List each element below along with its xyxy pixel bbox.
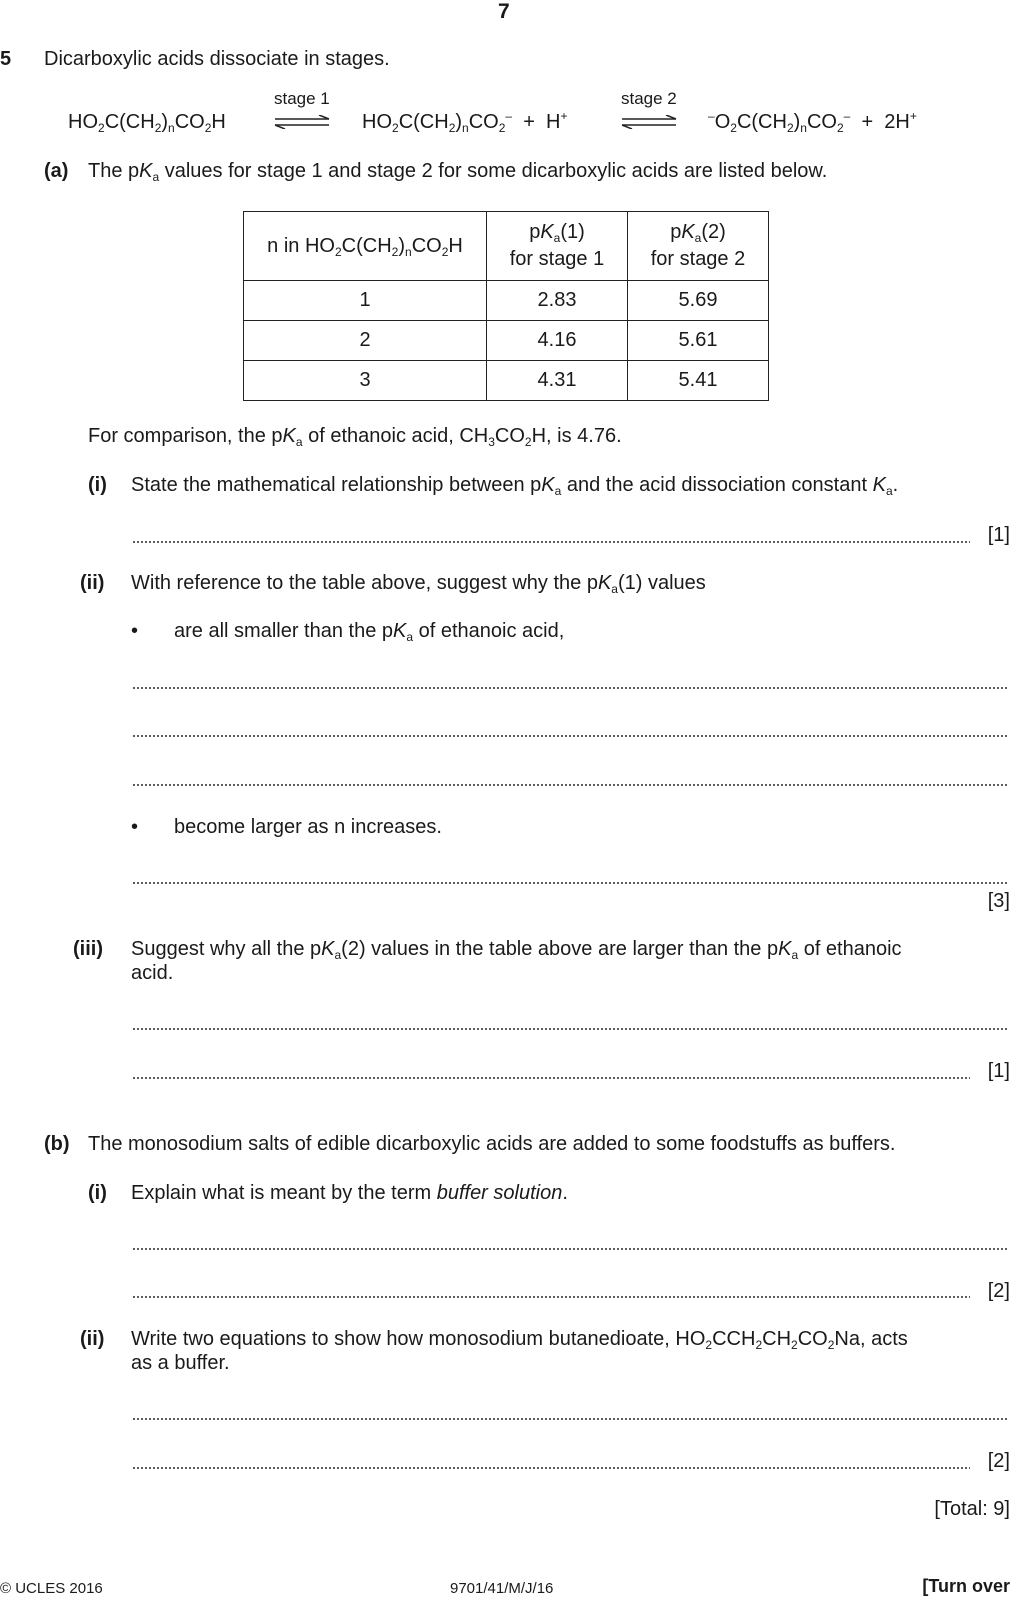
- cell-pka2: 5.61: [628, 321, 769, 361]
- question-number: 5: [0, 48, 12, 70]
- stage1-label: stage 1: [274, 89, 330, 108]
- answer-line[interactable]: [132, 1077, 970, 1079]
- page-number: 7: [498, 0, 510, 23]
- cell-n: 3: [244, 361, 487, 401]
- answer-line[interactable]: [132, 1028, 1008, 1030]
- a-ii-label: (ii): [80, 572, 105, 594]
- equation-acid: $HO_2C(CH_2)_nCO_2H$: [68, 111, 226, 135]
- a-ii-bullet2: become larger as n increases.: [174, 816, 442, 838]
- mark-b-ii: [2]: [987, 1450, 1010, 1472]
- b-i-question: Explain what is meant by the term buffer solution.: [131, 1182, 568, 1204]
- answer-line[interactable]: [132, 687, 1008, 689]
- b-i-label: (i): [88, 1182, 107, 1204]
- table-header-pka1: $pK_a(1)$ for stage 1: [487, 212, 628, 281]
- a-iii-question: Suggest why all the $pK_a(2)$ values in the table above are larger than the $pK_a$ of ethanoic: [131, 938, 902, 962]
- equation-monoanion: $HO_2C(CH_2)_nCO_2^- + H^+$: [362, 109, 568, 135]
- footer-turn-over: [Turn over: [922, 1576, 1010, 1596]
- mark-a-i: [1]: [987, 524, 1010, 546]
- mark-a-iii: [1]: [987, 1060, 1010, 1082]
- cell-pka2: 5.69: [628, 281, 769, 321]
- cell-n: 2: [244, 321, 487, 361]
- answer-line[interactable]: [132, 784, 1008, 786]
- part-a-label: (a): [44, 160, 69, 182]
- answer-line[interactable]: [132, 1467, 970, 1469]
- a-iii-label: (iii): [73, 938, 103, 960]
- mark-b-i: [2]: [987, 1280, 1010, 1302]
- question-intro: Dicarboxylic acids dissociate in stages.: [44, 48, 390, 70]
- answer-line[interactable]: [132, 541, 970, 543]
- a-iii-question-line2: acid.: [131, 962, 174, 984]
- answer-line[interactable]: [132, 1418, 1008, 1420]
- table-header-pka2: $pK_a(2)$ for stage 2: [628, 212, 769, 281]
- answer-line[interactable]: [132, 735, 1008, 737]
- answer-line[interactable]: [132, 1248, 1008, 1250]
- part-b-label: (b): [44, 1133, 70, 1155]
- bullet-icon: •: [131, 816, 139, 838]
- a-i-label: (i): [88, 474, 107, 496]
- equation-dianion: $^-O_2C(CH_2)_nCO_2^- + 2H^+$: [708, 109, 917, 135]
- b-ii-label: (ii): [80, 1328, 105, 1350]
- a-ii-question: With reference to the table above, suggest why the $pK_a(1)$ values: [131, 572, 706, 596]
- a-ii-bullet1: are all smaller than the $pK_a$ of ethanoic acid,: [174, 620, 565, 644]
- stage2-label: stage 2: [621, 89, 677, 108]
- table-row: [244, 321, 769, 361]
- cell-pka1: 4.16: [487, 321, 628, 361]
- part-b-intro: The monosodium salts of edible dicarboxylic acids are added to some foodstuffs as buffers.: [88, 1133, 896, 1155]
- pka-table: [243, 211, 769, 401]
- bullet-icon: •: [131, 620, 139, 642]
- answer-line[interactable]: [132, 1296, 970, 1298]
- b-ii-question-line2: as a buffer.: [131, 1352, 230, 1374]
- cell-pka2: 5.41: [628, 361, 769, 401]
- cell-pka1: 4.31: [487, 361, 628, 401]
- equilibrium-arrow-icon: [273, 115, 331, 129]
- mark-a-ii: [3]: [987, 890, 1010, 912]
- comparison-text: For comparison, the $pK_a$ of ethanoic acid, $CH_3CO_2H$, is 4.76.: [88, 425, 622, 449]
- footer-code: 9701/41/M/J/16: [450, 1580, 554, 1597]
- part-a-intro: The $pK_a$ values for stage 1 and stage 2 for some dicarboxylic acids are listed below.: [88, 160, 828, 184]
- table-row: [244, 361, 769, 401]
- a-i-question: State the mathematical relationship between $pK_a$ and the acid dissociation constant $K_a$.: [131, 474, 899, 498]
- footer-copyright: © UCLES 2016: [0, 1580, 103, 1597]
- table-row: [244, 281, 769, 321]
- cell-pka1: 2.83: [487, 281, 628, 321]
- equilibrium-arrow-icon: [620, 115, 678, 129]
- b-ii-question: Write two equations to show how monosodium butanedioate, $HO_2CCH_2CH_2CO_2Na$, acts: [131, 1328, 908, 1352]
- table-header-n: n in $HO_2C(CH_2)_nCO_2H$: [244, 212, 487, 281]
- answer-line[interactable]: [132, 882, 1008, 884]
- total-marks: [Total: 9]: [934, 1498, 1010, 1520]
- cell-n: 1: [244, 281, 487, 321]
